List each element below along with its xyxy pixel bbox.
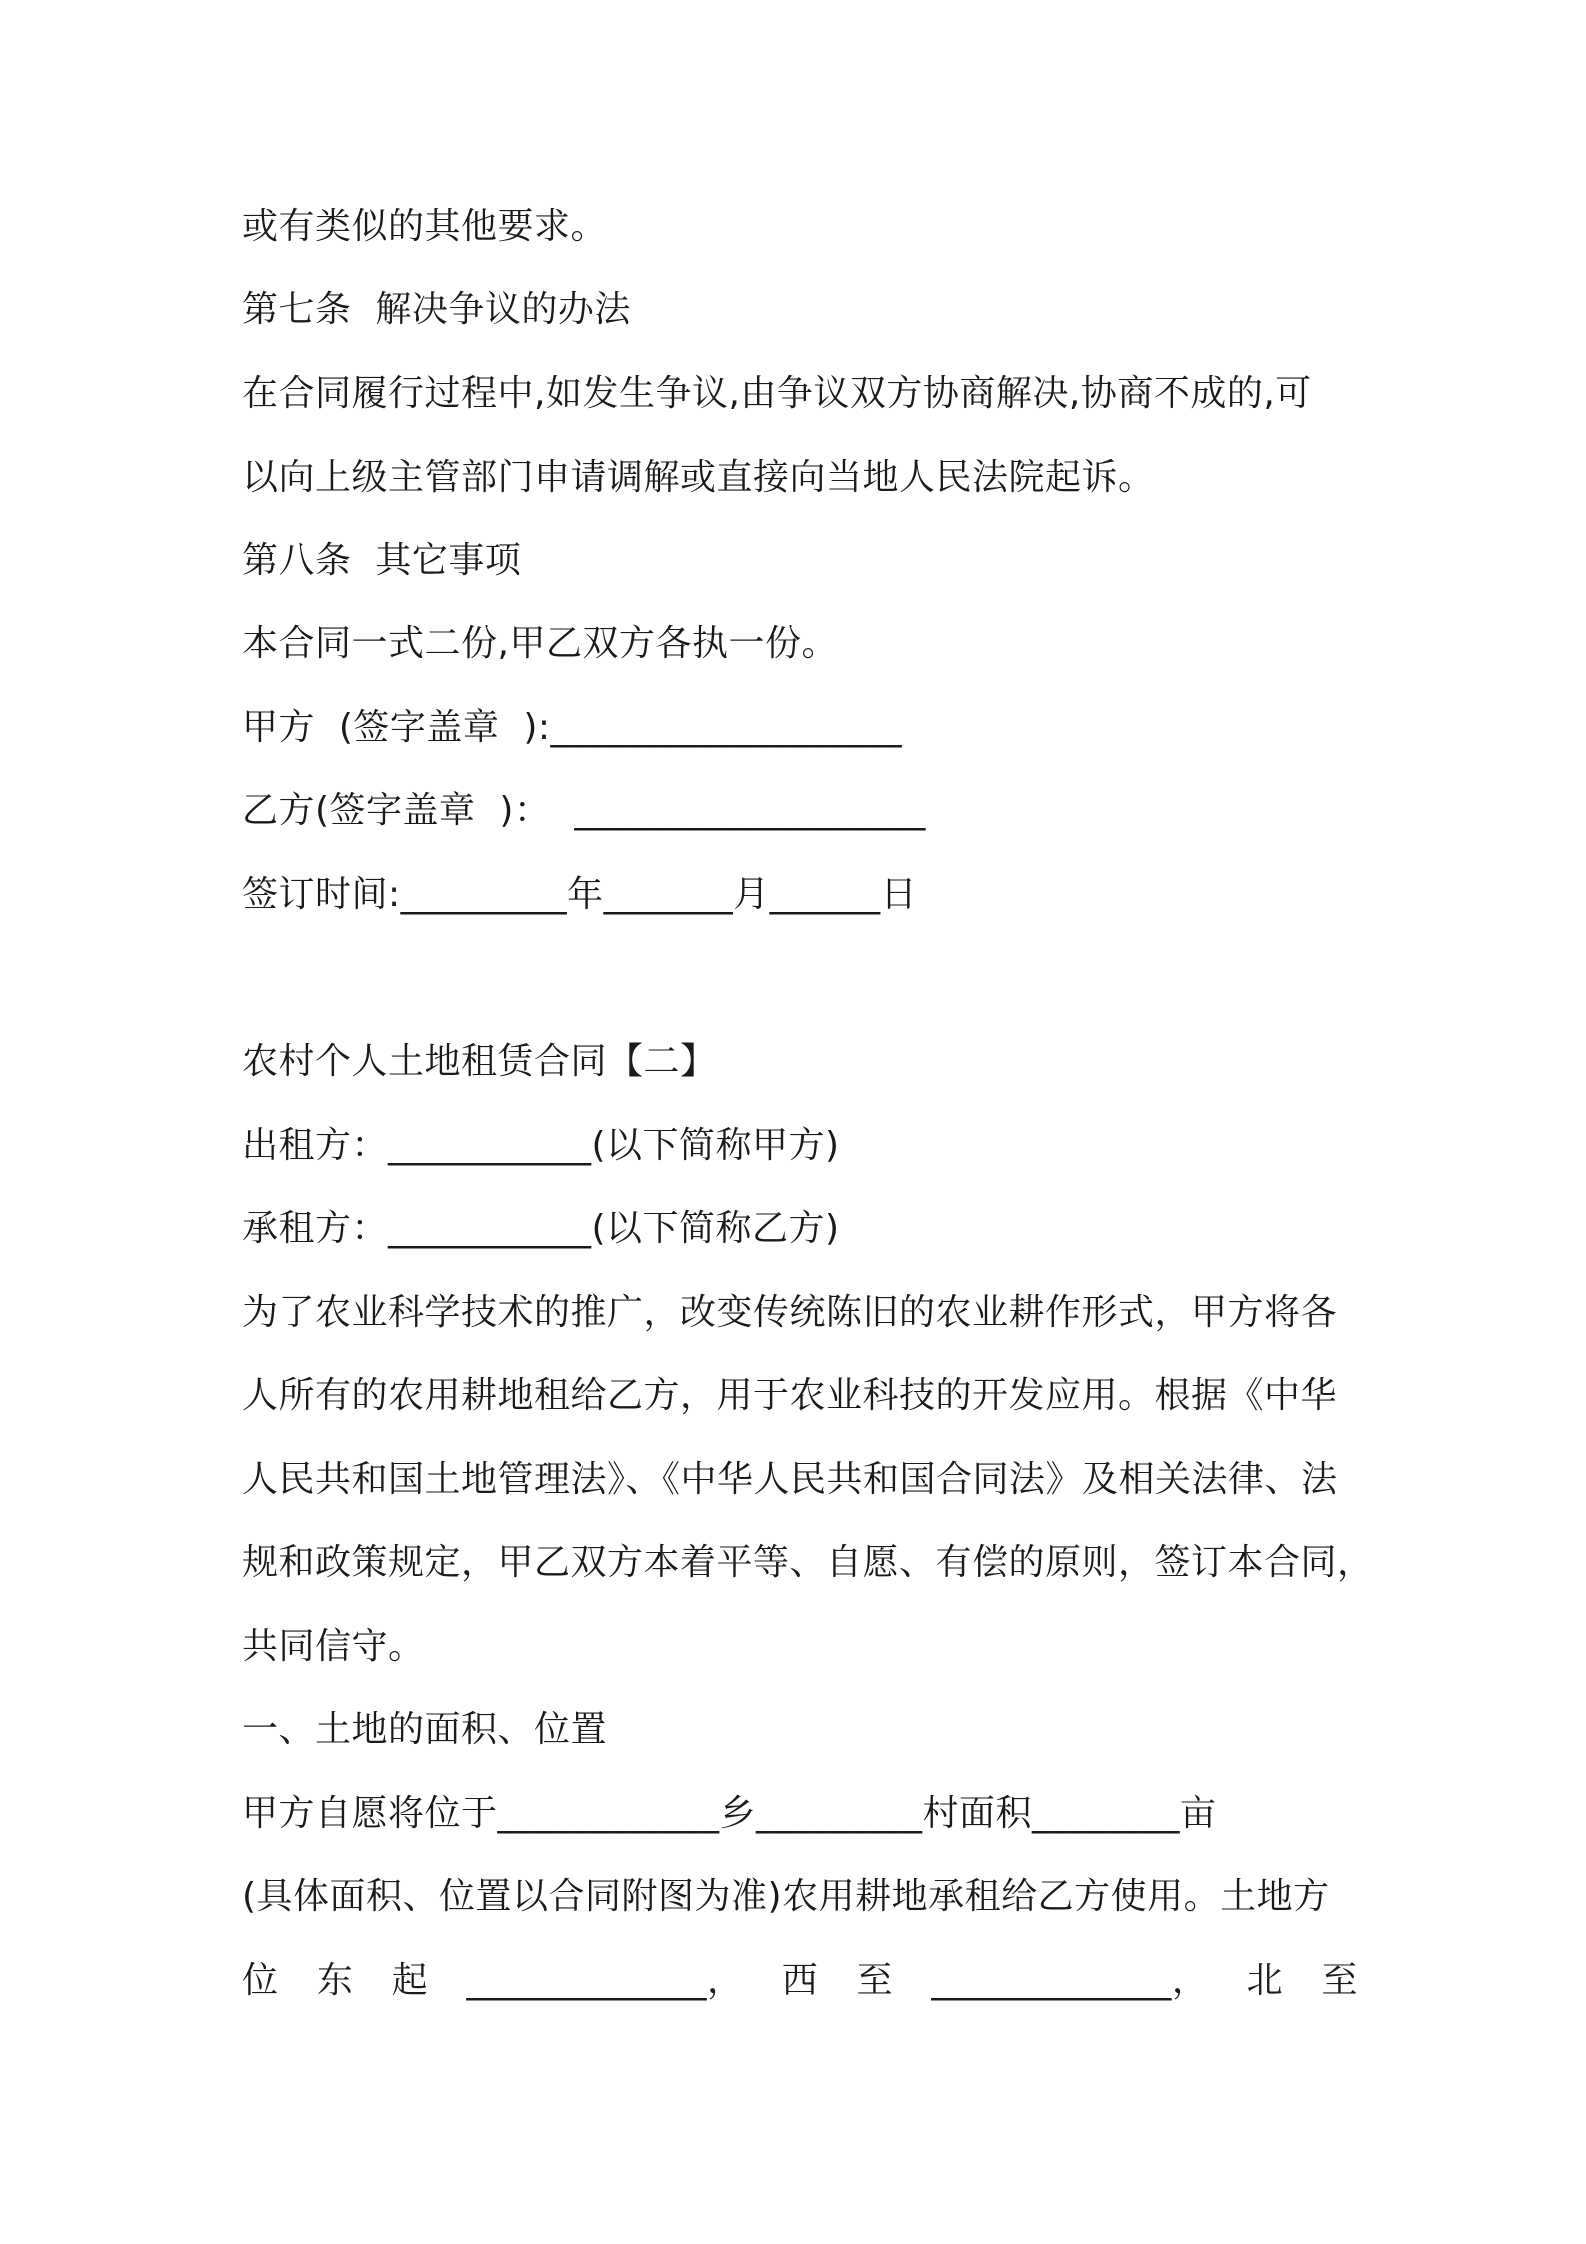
section-1-text-line-3 [242, 1957, 1358, 2005]
section-1-heading: 一、土地的面积、位置 [242, 1709, 608, 1750]
lessor-line: 出租方：___________(以下简称甲方) [242, 1125, 840, 1166]
contract-2-title: 农村个人土地租赁合同【二】 [242, 1041, 717, 1082]
preamble-line-1: 为了农业科学技术的推广，改变传统陈旧的农业耕作形式，甲方将各 [242, 1292, 1338, 1333]
section-1-text-line-2: (具体面积、位置以合同附图为准)农用耕地承租给乙方使用。土地方 [242, 1876, 1330, 1917]
party-a-signature-line: 甲方 (签字盖章 ):___________________ [242, 707, 902, 748]
text-segment: _____________， [466, 1960, 744, 2001]
preamble-line-3: 人民共和国土地管理法》、《中华人民共和国合同法》及相关法律、法 [242, 1459, 1338, 1500]
text-segment: _____________， [931, 1960, 1209, 2001]
text-segment: 东 [316, 1960, 354, 2001]
preamble-line-2: 人所有的农用耕地租给乙方，用于农业科技的开发应用。根据《中华 [242, 1375, 1338, 1416]
signing-date-line: 签订时间:_________年_______月______日 [242, 874, 918, 915]
party-b-signature-line: 乙方(签字盖章 )： ___________________ [242, 790, 926, 831]
article-7-text-line-2: 以向上级主管部门申请调解或直接向当地人民法院起诉。 [242, 457, 1155, 498]
text-segment: 北 [1246, 1960, 1284, 2001]
article-7-heading: 第七条 解决争议的办法 [242, 289, 631, 330]
section-1-text-line-1: 甲方自愿将位于____________乡_________村面积________亩 [242, 1793, 1217, 1834]
preamble-line-4: 规和政策规定，甲乙双方本着平等、自愿、有偿的原则，签订本合同， [242, 1542, 1374, 1583]
lessee-line: 承租方：___________(以下简称乙方) [242, 1208, 840, 1249]
text-segment: 起 [391, 1960, 429, 2001]
text-segment: 至 [1321, 1960, 1358, 2001]
text-segment: 至 [856, 1960, 894, 2001]
article-8-text: 本合同一式二份,甲乙双方各执一份。 [242, 623, 838, 664]
text-segment: 位 [242, 1960, 279, 2001]
article-7-text-line-1: 在合同履行过程中,如发生争议,由争议双方协商解决,协商不成的,可 [242, 373, 1312, 414]
article-8-heading: 第八条 其它事项 [242, 540, 522, 581]
paragraph-continuation: 或有类似的其他要求。 [242, 206, 608, 247]
text-segment: 西 [781, 1960, 819, 2001]
preamble-line-5: 共同信守。 [242, 1626, 425, 1667]
